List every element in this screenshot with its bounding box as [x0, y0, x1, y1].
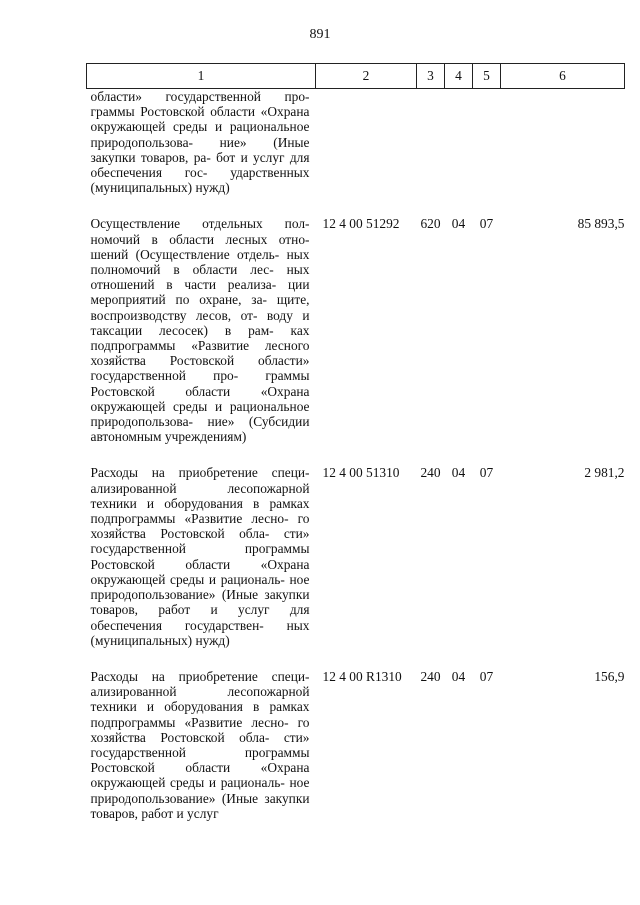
- description-line: ное природопользование» (Иные: [90, 571, 310, 603]
- description-line: ных полномочий в области лес-: [90, 246, 310, 278]
- description-line: области» государственной про-: [90, 89, 310, 104]
- row-expense-type: 620: [420, 216, 441, 232]
- description-line: ции мероприятий по охране, за-: [90, 277, 310, 308]
- row-expense-type: [417, 89, 445, 196]
- description-line: го хозяйства Ростовской обла-: [90, 714, 310, 745]
- row-section: 04: [451, 465, 466, 481]
- column-header-1: 1: [87, 64, 316, 89]
- description-line: ализированной лесопожарной: [90, 684, 310, 700]
- description-line: ных (муниципальных) нужд): [90, 617, 310, 648]
- description-line: рациональное природопользова-: [90, 119, 310, 150]
- description-line: ние» (Субсидии автономным: [90, 414, 310, 445]
- description-line: техники и оборудования в рамках: [90, 495, 310, 511]
- column-header-3: 3: [417, 64, 445, 89]
- row-section: [445, 89, 473, 196]
- row-spacer: [87, 444, 625, 465]
- description-line: ударственных (муниципальных): [90, 165, 310, 196]
- row-spacer-cell: [87, 444, 625, 465]
- row-description: [87, 465, 316, 647]
- description-line: ние» (Иные закупки товаров, ра-: [90, 134, 310, 165]
- description-line: области» государственной про-: [90, 353, 310, 384]
- row-amount: [501, 89, 625, 196]
- description-line: Расходы на приобретение специ-: [90, 668, 310, 684]
- description-line: ках подпрограммы «Развитие: [90, 322, 310, 354]
- description-line: окружающей среды и рациональ-: [90, 571, 285, 587]
- table-row: [87, 669, 625, 821]
- description-line: для обеспечения государствен-: [90, 602, 310, 633]
- description-line: закупки товаров, работ и услуг: [90, 790, 310, 821]
- description-line: окружающей среды и рациональ-: [90, 775, 285, 791]
- table-header: [87, 64, 625, 89]
- description-line: граммы Ростовской области: [90, 104, 255, 120]
- row-description: [87, 669, 316, 821]
- row-spacer-cell: [87, 648, 625, 669]
- description-line: Расходы на приобретение специ-: [90, 465, 310, 481]
- table-row: [87, 465, 625, 647]
- description-line: сти» государственной программы: [90, 526, 310, 557]
- row-subsection: 07: [479, 668, 494, 684]
- column-header-5: 5: [473, 64, 501, 89]
- row-amount: 85 893,5: [577, 216, 625, 232]
- row-description: [87, 216, 316, 444]
- description-line: ное природопользование» (Иные: [90, 775, 310, 806]
- description-line: учреждениям): [164, 429, 247, 445]
- row-spacer: [87, 195, 625, 216]
- column-header-6: 6: [501, 64, 625, 89]
- row-expense-type: 240: [420, 465, 441, 481]
- description-line: воду и таксации лесосек) в рам-: [90, 307, 310, 338]
- description-line: го хозяйства Ростовской обла-: [90, 511, 310, 542]
- row-amount: 156,9: [594, 668, 625, 684]
- description-line: граммы Ростовской области: [90, 368, 310, 399]
- row-section: 04: [451, 668, 466, 684]
- row-description: [87, 89, 316, 196]
- description-line: нужд): [195, 180, 230, 196]
- row-spacer-cell: [87, 195, 625, 216]
- row-code: 12 4 00 51292: [322, 216, 400, 232]
- description-line: номочий в области лесных отно-: [90, 231, 310, 247]
- description-line: Ростовской области «Охрана: [90, 556, 310, 572]
- description-line: подпрограммы «Развитие лесно-: [90, 511, 289, 527]
- row-subsection: [473, 89, 501, 196]
- table-row: [87, 216, 625, 444]
- row-code: [316, 89, 417, 196]
- description-line: Ростовской области «Охрана: [90, 760, 310, 776]
- description-line: шений (Осуществление отдель-: [90, 246, 280, 262]
- row-section: 04: [451, 216, 466, 232]
- row-expense-type: 240: [420, 668, 441, 684]
- column-header-4: 4: [445, 64, 473, 89]
- row-subsection: 07: [479, 216, 494, 232]
- column-header-2: 2: [316, 64, 417, 89]
- table-row: [87, 89, 625, 196]
- description-line: «Охрана окружающей среды и: [90, 104, 310, 135]
- table-body: [87, 89, 625, 821]
- description-line: сти» государственной программы: [90, 729, 310, 760]
- description-line: лесного хозяйства Ростовской: [90, 338, 310, 369]
- row-subsection: 07: [479, 465, 494, 481]
- page-number: 891: [309, 27, 331, 42]
- row-spacer: [87, 648, 625, 669]
- description-line: Осуществление отдельных пол-: [90, 216, 310, 232]
- row-code: 12 4 00 R1310: [322, 668, 402, 684]
- description-line: рациональное природопользова-: [90, 398, 310, 430]
- budget-table: [86, 63, 625, 821]
- row-code: 12 4 00 51310: [322, 465, 400, 481]
- description-line: ных отношений в части реализа-: [90, 262, 310, 293]
- description-line: «Охрана окружающей среды и: [90, 383, 310, 414]
- row-amount: 2 981,2: [584, 465, 625, 481]
- description-line: техники и оборудования в рамках: [90, 699, 310, 715]
- description-line: подпрограммы «Развитие лесно-: [90, 714, 289, 730]
- description-line: бот и услуг для обеспечения гос-: [90, 149, 310, 181]
- description-line: ализированной лесопожарной: [90, 480, 310, 496]
- description-line: щите, воспроизводству лесов, от-: [90, 292, 310, 323]
- description-line: закупки товаров, работ и услуг: [90, 587, 310, 618]
